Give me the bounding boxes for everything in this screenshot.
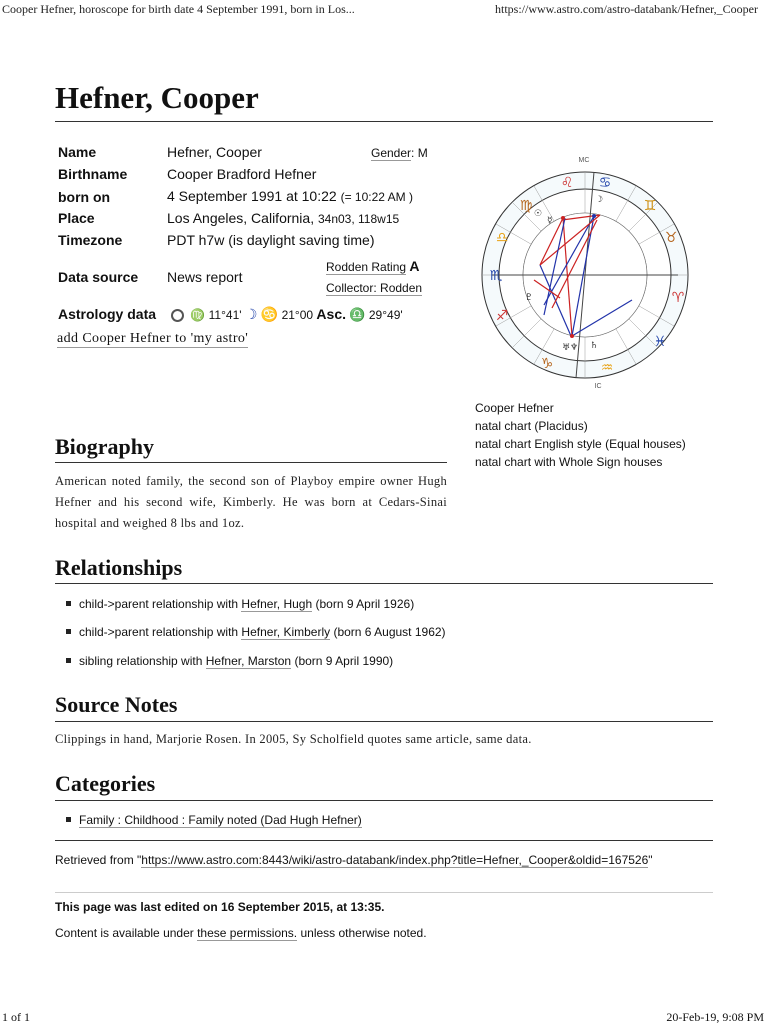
relationship-birth: (born 6 August 1962) — [330, 625, 446, 639]
gender-label[interactable]: Gender — [371, 146, 412, 160]
place-coords: 34n03, 118w15 — [317, 212, 400, 226]
print-date: 20-Feb-19, 9:08 PM — [666, 1010, 764, 1024]
collector-value[interactable]: : Rodden — [373, 281, 423, 295]
timezone-label: Timezone — [58, 232, 123, 248]
rodden-rating — [326, 258, 420, 274]
asc-position: 29°49' — [368, 308, 403, 322]
relationship-text: child->parent relationship with — [79, 597, 242, 611]
svg-text:♌: ♌ — [560, 175, 574, 191]
content-license — [55, 926, 427, 940]
bornon-label: born on — [58, 189, 111, 205]
retrieved-from — [55, 853, 653, 867]
source-value: News report — [167, 269, 243, 285]
print-page-number: 1 of 1 — [2, 1010, 30, 1024]
footer-divider — [55, 892, 713, 893]
natal-chart-english-link[interactable]: natal chart English style (Equal houses) — [475, 437, 686, 451]
astro-data — [168, 306, 403, 323]
moon-icon: ☽ — [244, 306, 258, 322]
svg-text:♈: ♈ — [671, 290, 685, 306]
sun-position: 11°41' — [208, 308, 242, 322]
page-title: Hefner, Cooper — [55, 80, 259, 115]
sun-icon — [171, 309, 184, 322]
list-item — [66, 813, 362, 827]
bornon-value — [167, 188, 413, 204]
relationship-link-kimberly[interactable]: Hefner, Kimberly — [241, 625, 331, 639]
mc-label: MC — [578, 157, 590, 164]
svg-text:♆: ♆ — [570, 343, 579, 353]
relationship-text: sibling relationship with — [79, 654, 206, 668]
list-item — [66, 654, 393, 668]
collector-label[interactable]: Collector — [326, 281, 374, 295]
name-value: Hefner, Cooper — [167, 144, 262, 160]
svg-text:☿: ☿ — [547, 216, 553, 226]
svg-text:♄: ♄ — [590, 341, 599, 351]
place-label: Place — [58, 210, 95, 226]
last-edited: This page was last edited on 16 September 2015, at 13:35. — [55, 900, 385, 914]
birthname-value: Cooper Bradford Hefner — [167, 166, 317, 182]
cancer-icon: ♋ — [260, 306, 279, 322]
svg-text:♍: ♍ — [519, 198, 533, 214]
collector — [326, 281, 422, 295]
list-item — [66, 597, 414, 611]
svg-text:♉: ♉ — [664, 230, 678, 246]
relationship-birth: (born 9 April 1926) — [312, 597, 415, 611]
place-value — [167, 210, 399, 226]
natal-chart[interactable] — [472, 150, 702, 390]
svg-text:♎: ♎ — [495, 230, 509, 246]
print-header-url: https://www.astro.com/astro-databank/Hefner,_Cooper — [494, 2, 758, 16]
svg-text:♇: ♇ — [525, 293, 534, 303]
bullet — [66, 601, 71, 606]
moon-position: 21°00 — [281, 308, 314, 322]
biography-heading: Biography — [55, 434, 155, 459]
natal-chart-wholesign-link[interactable]: natal chart with Whole Sign houses — [475, 455, 663, 469]
relationships-heading: Relationships — [55, 555, 183, 580]
relationship-link-hugh[interactable]: Hefner, Hugh — [241, 597, 313, 611]
source-notes-text: Clippings in hand, Marjorie Rosen. In 2005, Sy Scholfield quotes same article, same data. — [55, 732, 532, 746]
relationships-divider — [55, 583, 713, 584]
title-divider — [55, 121, 713, 122]
source-label: Data source — [58, 269, 139, 285]
asc-label: Asc. — [316, 306, 346, 322]
svg-text:♑: ♑ — [540, 356, 554, 372]
bornon-note: (= 10:22 AM ) — [340, 190, 413, 204]
astro-label: Astrology data — [58, 306, 157, 322]
place-name: Los Angeles, California, — [167, 210, 315, 226]
categories-divider — [55, 800, 713, 801]
categories-heading: Categories — [55, 771, 156, 796]
natal-chart-placidus-link[interactable]: natal chart (Placidus) — [475, 419, 588, 433]
svg-text:♋: ♋ — [598, 175, 612, 191]
svg-text:☽: ☽ — [595, 195, 604, 205]
birthname-label: Birthname — [58, 166, 128, 182]
content-suffix: unless otherwise noted. — [297, 926, 427, 940]
relationship-birth: (born 9 April 1990) — [291, 654, 394, 668]
biography-divider — [55, 462, 447, 463]
svg-text:♒: ♒ — [600, 360, 614, 376]
relationship-link-marston[interactable]: Hefner, Marston — [205, 654, 292, 668]
retrieved-prefix: Retrieved from " — [55, 853, 142, 867]
content-prefix: Content is available under — [55, 926, 198, 940]
rodden-label[interactable]: Rodden Rating — [326, 260, 407, 274]
svg-text:♐: ♐ — [495, 308, 509, 324]
retrieved-link[interactable]: https://www.astro.com:8443/wiki/astro-databank/index.php?title=Hefner,_Cooper&oldid=167526 — [141, 853, 649, 867]
svg-text:♏: ♏ — [489, 268, 503, 284]
categories-bottom-divider — [55, 840, 713, 841]
svg-text:♅: ♅ — [562, 343, 571, 353]
svg-text:☉: ☉ — [534, 209, 543, 219]
permissions-link[interactable]: these permissions. — [197, 926, 298, 940]
libra-icon: ♎ — [349, 307, 366, 322]
biography-text: American noted family, the second son of Playboy empire owner Hugh Hefner and his second wife, Kimberly. He was born at Cedars-Sinai hospital and weighed 8 lbs and 1oz. — [55, 474, 447, 530]
source-notes-heading: Source Notes — [55, 692, 178, 717]
bullet — [66, 629, 71, 634]
add-my-astro-link[interactable]: add Cooper Hefner to 'my astro' — [57, 331, 249, 346]
print-header-title: Cooper Hefner, horoscope for birth date 4 September 1991, born in Los... — [2, 2, 355, 16]
gender-value: : M — [411, 146, 428, 160]
retrieved-suffix: " — [648, 853, 653, 867]
gender — [371, 146, 428, 160]
list-item — [66, 625, 446, 639]
name-label: Name — [58, 144, 97, 160]
category-link[interactable]: Family : Childhood : Family noted (Dad Hugh Hefner) — [79, 813, 362, 827]
bornon-date: 4 September 1991 at 10:22 — [167, 188, 337, 204]
svg-text:♓: ♓ — [653, 334, 667, 350]
timezone-value: PDT h7w (is daylight saving time) — [167, 232, 375, 248]
ic-label: IC — [594, 383, 602, 390]
chart-caption-name: Cooper Hefner — [475, 401, 554, 415]
rodden-value: A — [409, 258, 420, 274]
source-notes-divider — [55, 721, 713, 722]
bullet — [66, 658, 71, 663]
bullet — [66, 817, 71, 822]
relationship-text: child->parent relationship with — [79, 625, 242, 639]
virgo-icon: ♍ — [190, 308, 206, 322]
svg-text:♊: ♊ — [643, 198, 657, 214]
